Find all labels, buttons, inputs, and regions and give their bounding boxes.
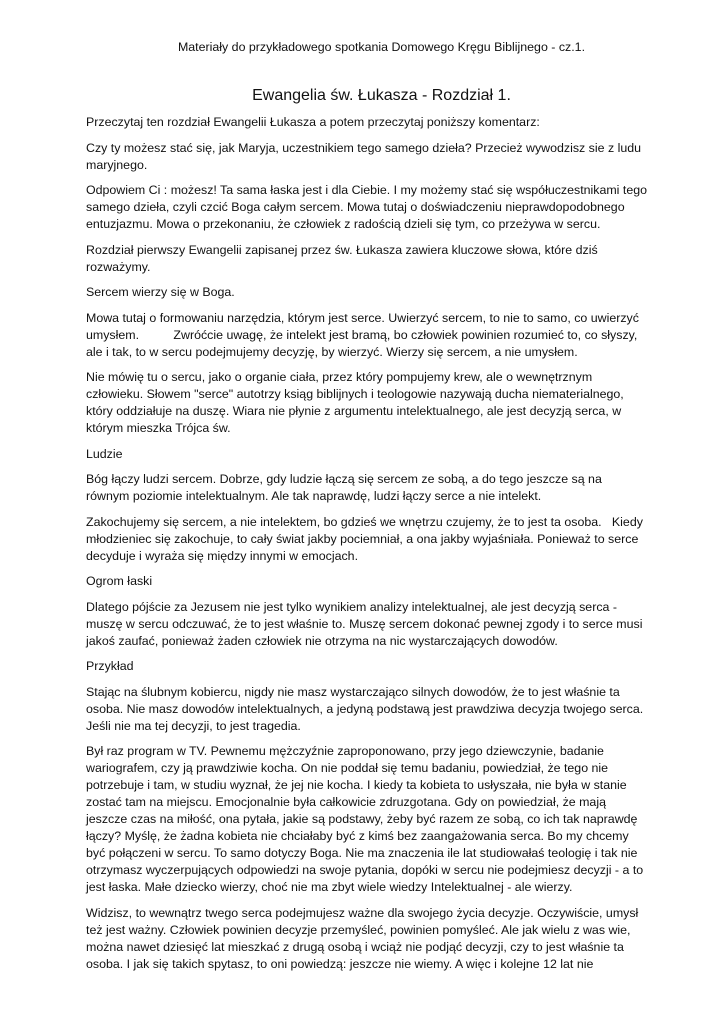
paragraph-intro: Przeczytaj ten rozdział Ewangelii Łukasza a potem przeczytaj poniższy komentarz: <box>86 115 540 129</box>
section-heading-przyklad: Przykład <box>86 659 134 673</box>
page-header: Materiały do przykładowego spotkania Domowego Kręgu Biblijnego - cz.1. <box>177 40 586 54</box>
document-title: Ewangelia św. Łukasza - Rozdział 1. <box>252 87 511 104</box>
paragraph-key-words: Rozdział pierwszy Ewangelii zapisanej przez św. Łukasza zawiera kluczowe słowa, które dziś rozważymy. <box>86 242 602 274</box>
paragraph-following-jesus: Dlatego pójście za Jezusem nie jest tylko wynikiem analizy intelektualnej, ale jest decyzją serca - muszę w sercu odczuwać, że to jest właśnie to. Muszę sercem dokonać pewnej zgody i to serce musi jakoś zaufać, ponieważ żaden człowiek nie otrzyma na nic wystarczających dowodów. <box>86 599 646 648</box>
paragraph-inner-man: Nie mówię tu o sercu, jako o organie ciała, przez który pompujemy krew, ale o wewnętrznym człowieku. Słowem "serce" autotrzy ksiąg biblijnych i teologowie nazywają ducha niematerialnego, który oddziałuje na duszę. Wiara nie płynie z argumentu intelektualnego, ale jest decyzją serca, w którym mieszka Trójca św. <box>86 370 628 435</box>
paragraph-answer: Odpowiem Ci : możesz! Ta sama łaska jest i dla Ciebie. I my możemy stać się współuczestnikami tego samego dzieła, czyli czcić Boga całym sercem. Mowa tutaj o doświadczeniu nieprawdopodobnego entuzjazmu. Mowa o przekonaniu, że człowiek z radością dzieli się tym, co przeżywa w sercu. <box>86 183 651 231</box>
paragraph-decisions: Widzisz, to wewnątrz twego serca podejmujesz ważne dla swojego życia decyzje. Oczywiście, umysł też jest ważny. Człowiek powinien decyzje przemyśleć, powinien pomyśleć. Ale jak wielu z was wie, można nawet dziesięć lat mieszkać z drugą osobą i wciąż nie podjąć decyzji, czy to jest właśnie ta osoba. I jak się takich spytasz, to oni powiedzą: jeszcze nie wiemy. A więc i kolejne 12 lat nie <box>86 905 642 971</box>
section-heading-ogrom-laski: Ogrom łaski <box>86 574 153 588</box>
section-heading-sercem: Sercem wierzy się w Boga. <box>86 285 235 299</box>
paragraph-heart-tool: Mowa tutaj o formowaniu narzędzia, którym jest serce. Uwierzyć sercem, to nie to samo, co uwierzyć umysłem. Zwróćcie uwagę, że intelekt jest bramą, bo człowiek powinien rozumieć to, co słyszy, ale i tak, to w sercu podejmujemy decyzję, by wierzyć. Wierzy się sercem, a nie umysłem. <box>86 310 643 359</box>
paragraph-question: Czy ty możesz stać się, jak Maryja, uczestnikiem tego samego dzieła? Przecież wywodzisz sie z ludu maryjnego. <box>86 140 645 172</box>
paragraph-wedding: Stając na ślubnym kobiercu, nigdy nie masz wystarczająco silnych dowodów, że to jest właśnie ta osoba. Nie masz dowodów intelektualnych, a jedyną podstawą jest prawdziwa decyzja twojego serca. Jeśli nie ma tej decyzji, to jest tragedia. <box>86 684 647 733</box>
section-heading-ludzie: Ludzie <box>86 446 123 461</box>
document-body <box>86 114 651 973</box>
paragraph-people: Bóg łączy ludzi sercem. Dobrze, gdy ludzie łączą się sercem ze sobą, a do tego jeszcze są na równym poziomie intelektualnym. Ale tak naprawdę, ludzi łączy serce a nie intelekt. <box>86 472 606 503</box>
paragraph-falling-in-love: Zakochujemy się sercem, a nie intelektem, bo gdzieś we wnętrzu czujemy, że to jest ta osoba. Kiedy młodzieniec się zakochuje, to cały świat jakby pociemniał, a ona jakby wyjaśniała. Ponieważ to serce decyduje i wyraża się między innymi w emocjach. <box>86 514 647 563</box>
paragraph-tv-program: Był raz program w TV. Pewnemu mężczyźnie zaproponowano, przy jego dziewczynie, badanie wariografem, czy ją prawdziwie kocha. On nie poddał się temu badaniu, powiedział, że tego nie potrzebuje i tam, w studiu wyznał, że jej nie kocha. I kiedy ta kobieta to usłyszała, nie była w stanie zostać tam na miejscu. Emocjonalnie była całkowicie zdruzgotana. Gdy on powiedział, że mają jeszcze czas na miłość, ona pytała, jakie są podstawy, żeby być razem ze sobą, co ich tak naprawdę łączy? Myślę, że żadna kobieta nie chciałaby być z kimś bez zaangażowania serca. Bo my chcemy być połączeni w sercu. To samo dotyczy Boga. Nie ma znaczenia ile lat studiowałaś teologię i tak nie otrzymasz wyczerpujących odpowiedzi na swoje pytania, dopóki w sercu nie podejmiesz decyzji - a to jest łaska. Małe dziecko wierzy, choć nie ma zbyt wiele wiedzy Intelektualnej - ale wierzy. <box>86 744 647 894</box>
